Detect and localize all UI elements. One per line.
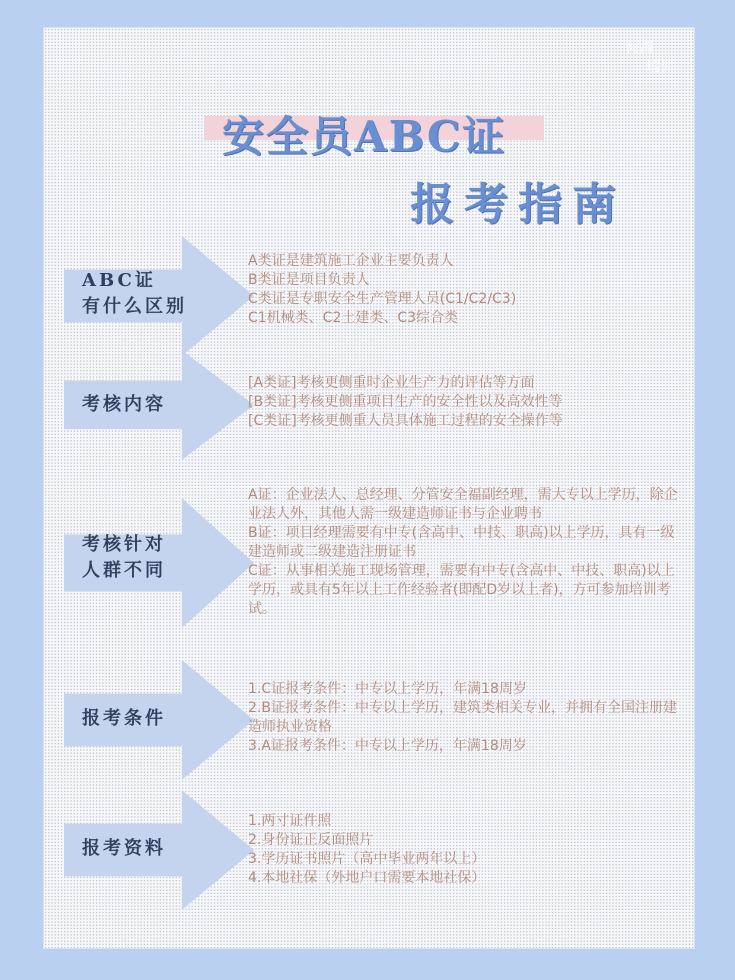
section-label xyxy=(82,706,166,732)
section-label xyxy=(82,268,187,320)
section-line: 3.A证报考条件：中专以上学历，年满18周岁 xyxy=(248,738,527,754)
section-abc-difference xyxy=(44,236,694,356)
section-requirements xyxy=(44,660,694,780)
section-line: [A类证]考核更侧重时企业生产力的评估等方面 xyxy=(248,375,535,391)
section-lines xyxy=(248,680,678,756)
section-line: B证：项目经理需要有中专(含高中、中技、职高)以上学历，具有一级建造师或二级建造注册证书 xyxy=(248,525,675,560)
section-line: [B类证]考核更侧重项目生产的安全性以及高效性等 xyxy=(248,394,563,410)
brand-line-2: 培训 xyxy=(646,60,674,76)
section-label-line: 人群不同 xyxy=(82,560,166,581)
section-line: 1.两寸证件照 xyxy=(248,813,332,829)
section-line: A类证是建筑施工企业主要负责人 xyxy=(248,253,454,269)
section-exam-content xyxy=(44,350,694,460)
section-label-line: 考核针对 xyxy=(82,534,166,555)
section-label-line: 报考资料 xyxy=(82,838,166,859)
section-lines xyxy=(248,486,678,619)
title-block xyxy=(44,68,694,230)
section-label xyxy=(82,532,166,584)
section-line: C1机械类、C2土建类、C3综合类 xyxy=(248,310,459,326)
section-line: A证：企业法人、总经理、分管安全福副经理，需大专以上学历，除企业法人外，其他人需一级建造师证书与企业聘书 xyxy=(248,487,678,522)
section-line: C类证是专职安全生产管理人员(C1/C2/C3) xyxy=(248,291,517,307)
section-target-groups xyxy=(44,478,694,658)
section-label xyxy=(82,392,166,418)
section-materials xyxy=(44,790,694,910)
title-line-2: 报考指南 xyxy=(410,179,626,230)
section-line: 2.B证报考条件：中专以上学历，建筑类相关专业，并拥有全国注册建造师执业资格 xyxy=(248,700,677,735)
section-label-line: 考核内容 xyxy=(82,394,166,415)
section-line: C证：从事相关施工现场管理，需要有中专(含高中、中技、职高)以上学历，或具有5年以上工作经验者(即配D岁以上者)，方可参加培训考试。 xyxy=(248,563,675,617)
section-lines xyxy=(248,374,678,431)
section-line: 4.本地社保（外地户口需要本地社保） xyxy=(248,870,486,886)
section-label-line: 报考条件 xyxy=(82,708,166,729)
section-label-line: 有什么区别 xyxy=(82,296,187,317)
section-lines xyxy=(248,252,678,328)
section-line: B类证是项目负责人 xyxy=(248,272,370,288)
section-line: 3.学历证书照片（高中毕业两年以上） xyxy=(248,851,486,867)
title-line-1: 安全员ABC证 xyxy=(222,112,507,161)
section-line: 2.身份证正反面照片 xyxy=(248,832,374,848)
guide-card xyxy=(44,28,694,948)
brand-line-1: 河海 xyxy=(626,40,654,56)
section-label xyxy=(82,836,166,862)
section-line: [C类证]考核更侧重人员具体施工过程的安全操作等 xyxy=(248,413,563,429)
section-lines xyxy=(248,812,678,888)
section-label-line: ABC证 xyxy=(82,270,156,291)
section-line: 1.C证报考条件：中专以上学历，年满18周岁 xyxy=(248,681,527,697)
